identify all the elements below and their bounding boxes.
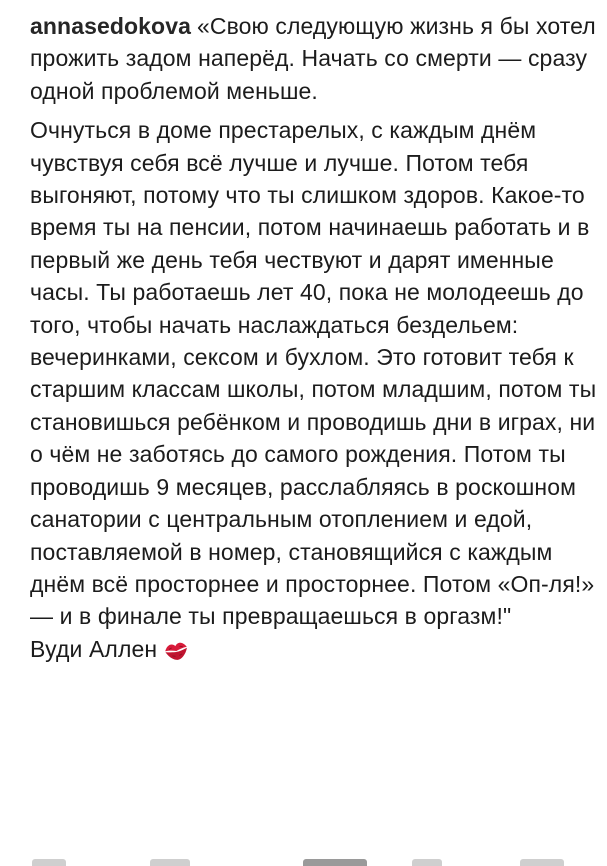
cropped-glyph [150, 859, 190, 866]
username-link[interactable]: annasedokova [30, 13, 191, 39]
caption-body-text: Очнуться в доме престарелых, с каждым днём чувствуя себя всё лучше и лучше. Потом тебя выгоняют, потому что ты слишком здоров. Какое-то время ты на пенсии, потом начинаешь работать и в первый же день тебя чествуют и дарят именные часы. Ты работаешь лет 40, пока не молодеешь до того, чтобы начать наслаждаться бездельем: вечеринками, сексом и бухлом. Это готовит тебя к старшим классам школы, потом младшим, потом ты становишься ребёнком и проводишь дни в играх, ни о чём не заботясь до самого рождения. Потом ты проводишь 9 месяцев, расслабляясь в роскошном санатории с центральным отоплением и едой, поставляемой в номер, становящийся с каждым днём всё просторнее и просторнее. Потом «Оп-ля!» — и в финале ты превращаешься в оргазм!" [30, 117, 597, 630]
caption-intro-paragraph [30, 10, 605, 107]
cropped-glyph [32, 859, 66, 866]
cropped-glyph [520, 859, 564, 866]
caption-intro-text: «Свою следующую жизнь я бы хотел прожить задом наперёд. Начать со смерти — сразу одной проблемой меньше. [30, 13, 596, 104]
cropped-glyph [303, 859, 367, 866]
signature-text: Вуди Аллен [30, 635, 158, 662]
cropped-glyph [412, 859, 442, 866]
post-caption [30, 10, 605, 665]
caption-signature [30, 633, 605, 665]
cropped-next-line [0, 855, 607, 866]
kiss-mark-icon [161, 635, 191, 662]
